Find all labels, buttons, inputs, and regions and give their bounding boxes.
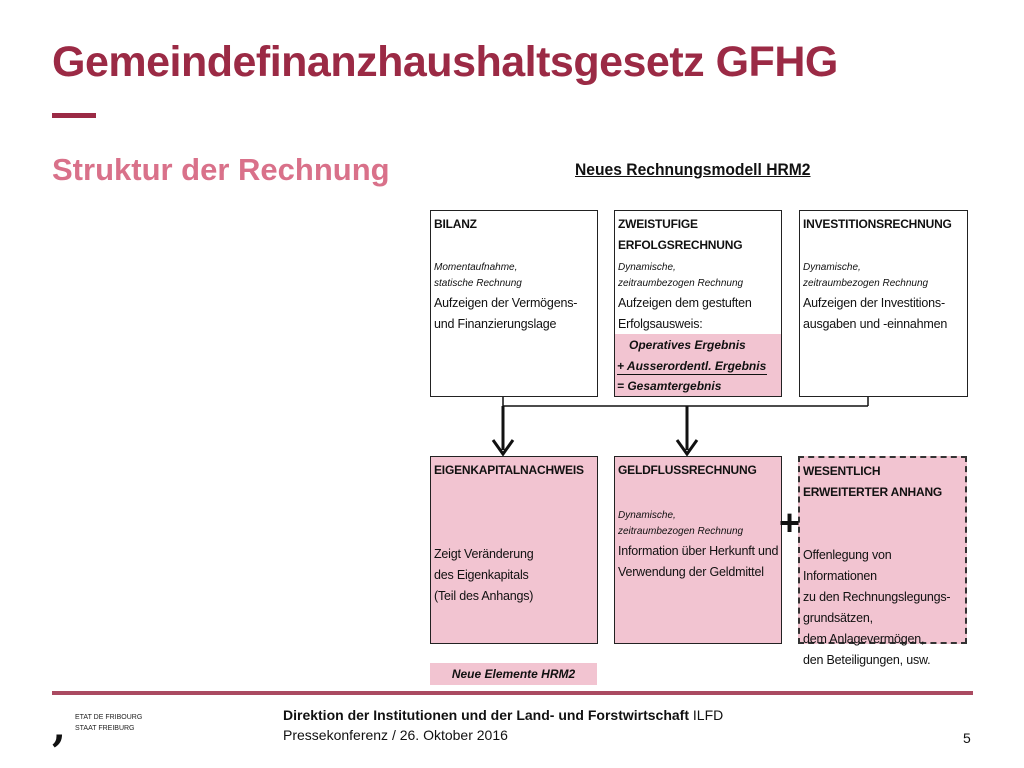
logo-line2: STAAT FREIBURG [75,725,135,732]
box-invest-line1: Aufzeigen der Investitions- [803,296,945,310]
box-anhang-line1: Offenlegung von Informationen [803,548,892,583]
box-bilanz-line1: Aufzeigen der Vermögens- [434,296,578,310]
box-gf-line1: Information über Herkunft und [618,544,779,558]
box-erfolg-sub1: Dynamische, [618,262,676,273]
box-erweiterter-anhang [798,456,967,667]
box-anhang-line2: zu den Rechnungslegungs- [803,590,951,604]
box-ek-head: EIGENKAPITALNACHWEIS [434,463,584,477]
box-ek-line2: des Eigenkapitals [434,568,529,582]
box-erfolg-sub2: zeitraumbezogen Rechnung [618,277,744,289]
legend-new-elements: Neue Elemente HRM2 [430,663,597,685]
result-ausserordentl: + Ausserordentl. Ergebnis [617,358,767,373]
box-anhang-head2: ERWEITERTER ANHANG [803,485,943,499]
box-ek-line3: (Teil des Anhangs) [434,589,534,603]
box-gf-sub1: Dynamische, [618,510,676,521]
result-operatives: Operatives Ergebnis [629,338,746,352]
footer-event: Pressekonferenz / 26. Oktober 2016 [283,727,508,743]
box-ek-line1: Zeigt Veränderung [434,547,534,561]
box-anhang-head1: WESENTLICH [803,464,881,478]
footer-line [52,691,973,695]
box-bilanz [430,210,598,397]
box-invest-sub1: Dynamische, [803,262,861,273]
box-invest-line2: ausgaben und -einnahmen [803,317,948,331]
footer-dept-name: Direktion der Institutionen und der Land- und Forstwirtschaft [283,707,689,723]
box-gf-sub2: zeitraumbezogen Rechnung [618,525,744,537]
result-block [615,334,781,396]
box-gf-line2: Verwendung der Geldmittel [618,565,764,579]
result-underline [617,374,767,375]
box-erfolg-line1: Aufzeigen dem gestuften [618,296,752,310]
box-bilanz-head: BILANZ [434,217,477,231]
box-invest-head: INVESTITIONSRECHNUNG [803,217,952,231]
plus-symbol: + [779,502,801,543]
box-bilanz-sub1: Momentaufnahme, [434,262,518,273]
box-investitionsrechnung [799,210,968,397]
box-invest-sub2: zeitraumbezogen Rechnung [803,277,929,289]
box-gf-head: GELDFLUSSRECHNUNG [618,463,757,477]
box-geldflussrechnung [614,456,782,644]
footer-dept-abbr: ILFD [692,707,724,723]
page-title: Gemeindefinanzhaushaltsgesetz GFHG [52,38,838,86]
diagram-title: Neues Rechnungsmodell HRM2 [575,160,811,179]
logo-line1: ETAT DE FRIBOURG [75,714,143,721]
result-gesamt: = Gesamtergebnis [617,379,722,393]
box-erfolg-head1: ZWEISTUFIGE [618,217,698,231]
logo-text [75,712,142,734]
box-erfolg-head2: ERFOLGSRECHNUNG [618,238,743,252]
logo-mark-icon: , [52,704,66,751]
box-bilanz-sub2: statische Rechnung [434,277,522,289]
footer-department [283,707,723,723]
box-erfolg-line2: Erfolgsausweis: [618,317,703,331]
box-anhang-line3: grundsätzen, [803,611,873,625]
page-number: 5 [963,730,971,746]
box-eigenkapitalnachweis [430,456,598,644]
box-anhang-line5: den Beteiligungen, usw. [803,653,931,667]
box-anhang-line4: dem Anlagevermögen, [803,632,925,646]
box-bilanz-line2: und Finanzierungslage [434,317,557,331]
page-subtitle: Struktur der Rechnung [52,152,390,187]
